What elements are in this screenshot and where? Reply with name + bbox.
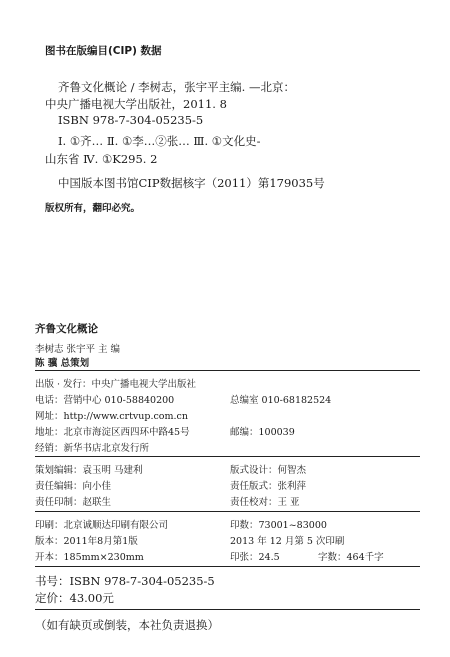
planning-editor: 策划编辑：袁玉明 马建利 (35, 465, 143, 476)
divider-2 (35, 456, 420, 457)
format-designer: 版式设计：何智杰 (230, 465, 307, 476)
cip-line-4: Ⅰ. ①齐… Ⅱ. ①李…②张… Ⅲ. ①文化史- (58, 134, 261, 148)
cip-line-2: 中央广播电视大学出版社，2011. 8 (45, 97, 227, 111)
responsible-format: 责任版式：张利萍 (230, 481, 307, 492)
cip-line-1: 齐鲁文化概论 / 李树志，张宇平主编. —北京： (58, 80, 295, 94)
address: 地址：北京市海淀区西四环中路45号 (35, 427, 190, 438)
postcode: 邮编：100039 (230, 427, 295, 438)
responsible-proofreader: 责任校对：王 亚 (230, 497, 300, 508)
distributor: 经销：新华书店北京发行所 (35, 443, 150, 454)
chief-planner: 陈 骥 总策划 (35, 358, 90, 369)
divider-1 (35, 370, 420, 371)
responsible-printing: 责任印制：赵联生 (35, 497, 112, 508)
book-editors: 李树志 张宇平 主 编 (35, 344, 121, 355)
divider-4 (35, 566, 420, 567)
cip-line-5: 山东省 Ⅳ. ①K295. 2 (45, 152, 158, 166)
price: 定价：43.00元 (35, 591, 114, 605)
return-notice: （如有缺页或倒装，本社负责退换） (35, 618, 219, 632)
divider-5 (35, 609, 420, 610)
printed-sheets: 印张：24.5 (230, 552, 280, 563)
publisher-line: 出版 · 发行：中央广播电视大学出版社 (35, 379, 197, 390)
print-run: 印数：73001~83000 (230, 520, 327, 531)
website: 网址：http://www.crtvup.com.cn (35, 411, 188, 422)
phone-editorial: 总编室 010-68182524 (230, 395, 332, 406)
word-count: 字数：464千字 (318, 552, 384, 563)
responsible-editor: 责任编辑：向小佳 (35, 481, 112, 492)
cip-line-6: 中国版本图书馆CIP数据核字（2011）第179035号 (58, 176, 325, 190)
cip-line-3: ISBN 978-7-304-05235-5 (58, 113, 204, 127)
cip-heading: 图书在版编目(CIP) 数据 (45, 45, 162, 57)
isbn-number: 书号：ISBN 978-7-304-05235-5 (35, 574, 215, 588)
rights-notice: 版权所有，翻印必究。 (45, 203, 141, 214)
format-size: 开本：185mm×230mm (35, 552, 144, 563)
edition: 版本：2011年8月第1版 (35, 536, 138, 547)
divider-3 (35, 511, 420, 512)
book-title: 齐鲁文化概论 (35, 323, 98, 335)
printer: 印刷：北京诚顺达印刷有限公司 (35, 520, 169, 531)
phone-sales: 电话：营销中心 010-58840200 (35, 395, 175, 406)
print-date: 2013 年 12 月第 5 次印刷 (230, 536, 345, 547)
